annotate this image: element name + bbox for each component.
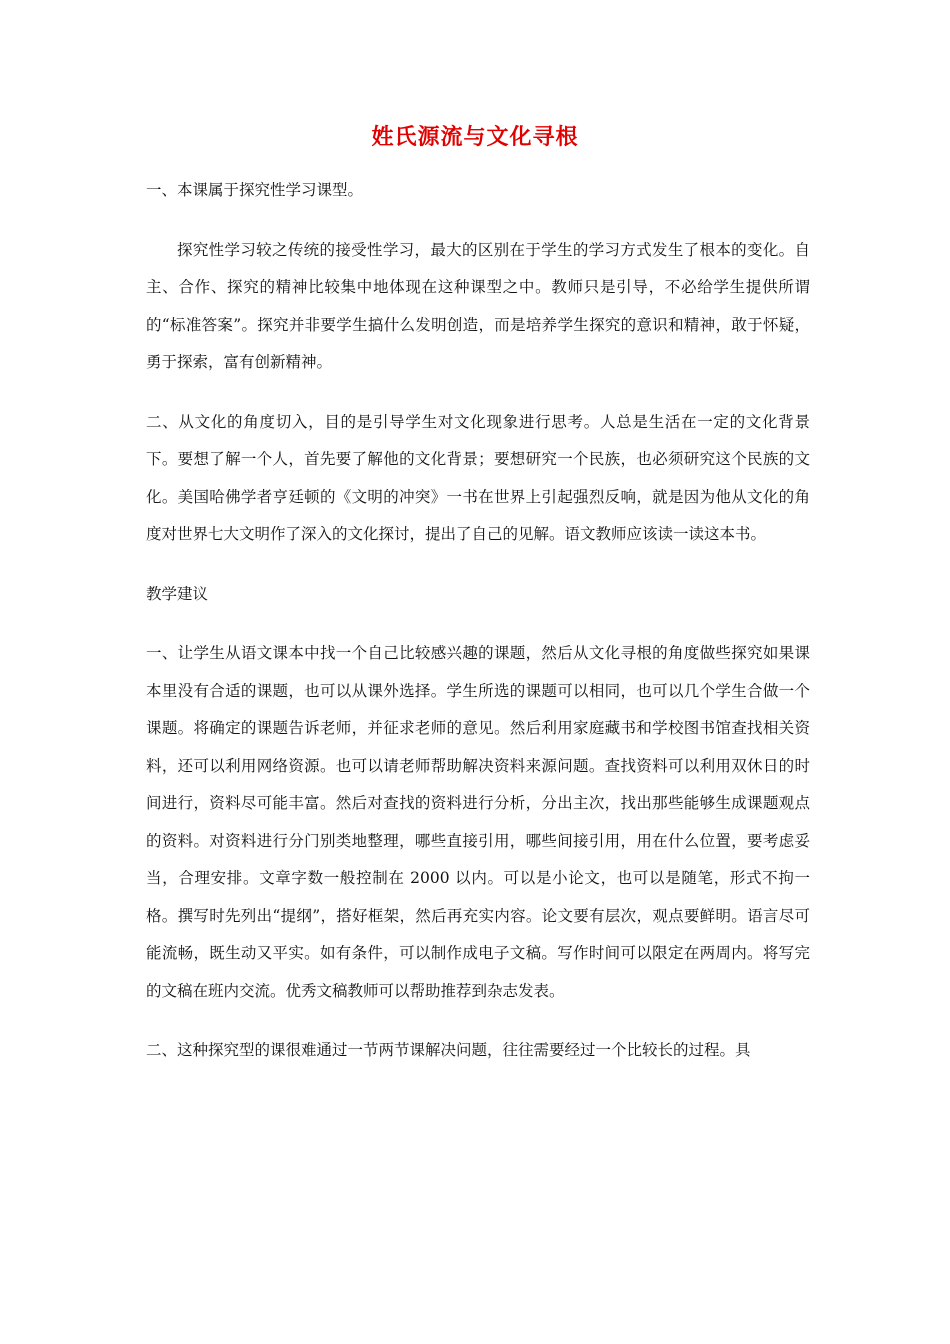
document-body <box>146 172 810 1092</box>
document-title: 姓氏源流与文化寻根 <box>371 124 579 150</box>
paragraph-inquiry-learning: 探究性学习较之传统的接受性学习，最大的区别在于学生的学习方式发生了根本的变化。自主、合作、探究的精神比较集中地体现在这种课型之中。教师只是引导，不必给学生提供所谓的“标准答案”。探究并非要学生搞什么发明创造，而是培养学生探究的意识和精神，敢于怀疑，勇于探索，富有创新精神。 <box>146 240 810 371</box>
section-two-paragraph: 二、从文化的角度切入，目的是引导学生对文化现象进行思考。人总是生活在一定的文化背景下。要想了解一个人，首先要了解他的文化背景；要想研究一个民族，也必须研究这个民族的文化。美国哈佛学者亨廷顿的《文明的冲突》一书在世界上引起强烈反响，就是因为他从文化的角度对世界七大文明作了深入的文化探讨，提出了自己的见解。语文教师应该读一读这本书。 <box>146 412 810 543</box>
suggestion-one-paragraph: 一、让学生从语文课本中找一个自己比较感兴趣的课题，然后从文化寻根的角度做些探究如果课本里没有合适的课题，也可以从课外选择。学生所选的课题可以相同，也可以几个学生合做一个课题。将确定的课题告诉老师，并征求老师的意见。然后利用家庭藏书和学校图书馆查找相关资料，还可以利用网络资源。也可以请老师帮助解决资料来源问题。查找资料可以利用双休日的时间进行，资料尽可能丰富。然后对查找的资料进行分析，分出主次，找出那些能够生成课题观点的资料。对资料进行分门别类地整理，哪些直接引用，哪些间接引用，用在什么位置，要考虑妥当，合理安排。文章字数一般控制在 2000 以内。可以是小论文，也可以是随笔，形式不拘一格。撰写时先列出“提纲”，搭好框架，然后再充实内容。论文要有层次，观点要鲜明。语言尽可能流畅，既生动又平实。如有条件，可以制作成电子文稿。写作时间可以限定在两周内。将写完的文稿在班内交流。优秀文稿教师可以帮助推荐到杂志发表。 <box>146 644 810 1000</box>
section-one-heading: 一、本课属于探究性学习课型。 <box>146 181 364 199</box>
suggestion-two-paragraph: 二、这种探究型的课很难通过一节两节课解决问题，往往需要经过一个比较长的过程。具 <box>146 1041 751 1059</box>
teaching-suggestions-heading: 教学建议 <box>146 584 209 603</box>
